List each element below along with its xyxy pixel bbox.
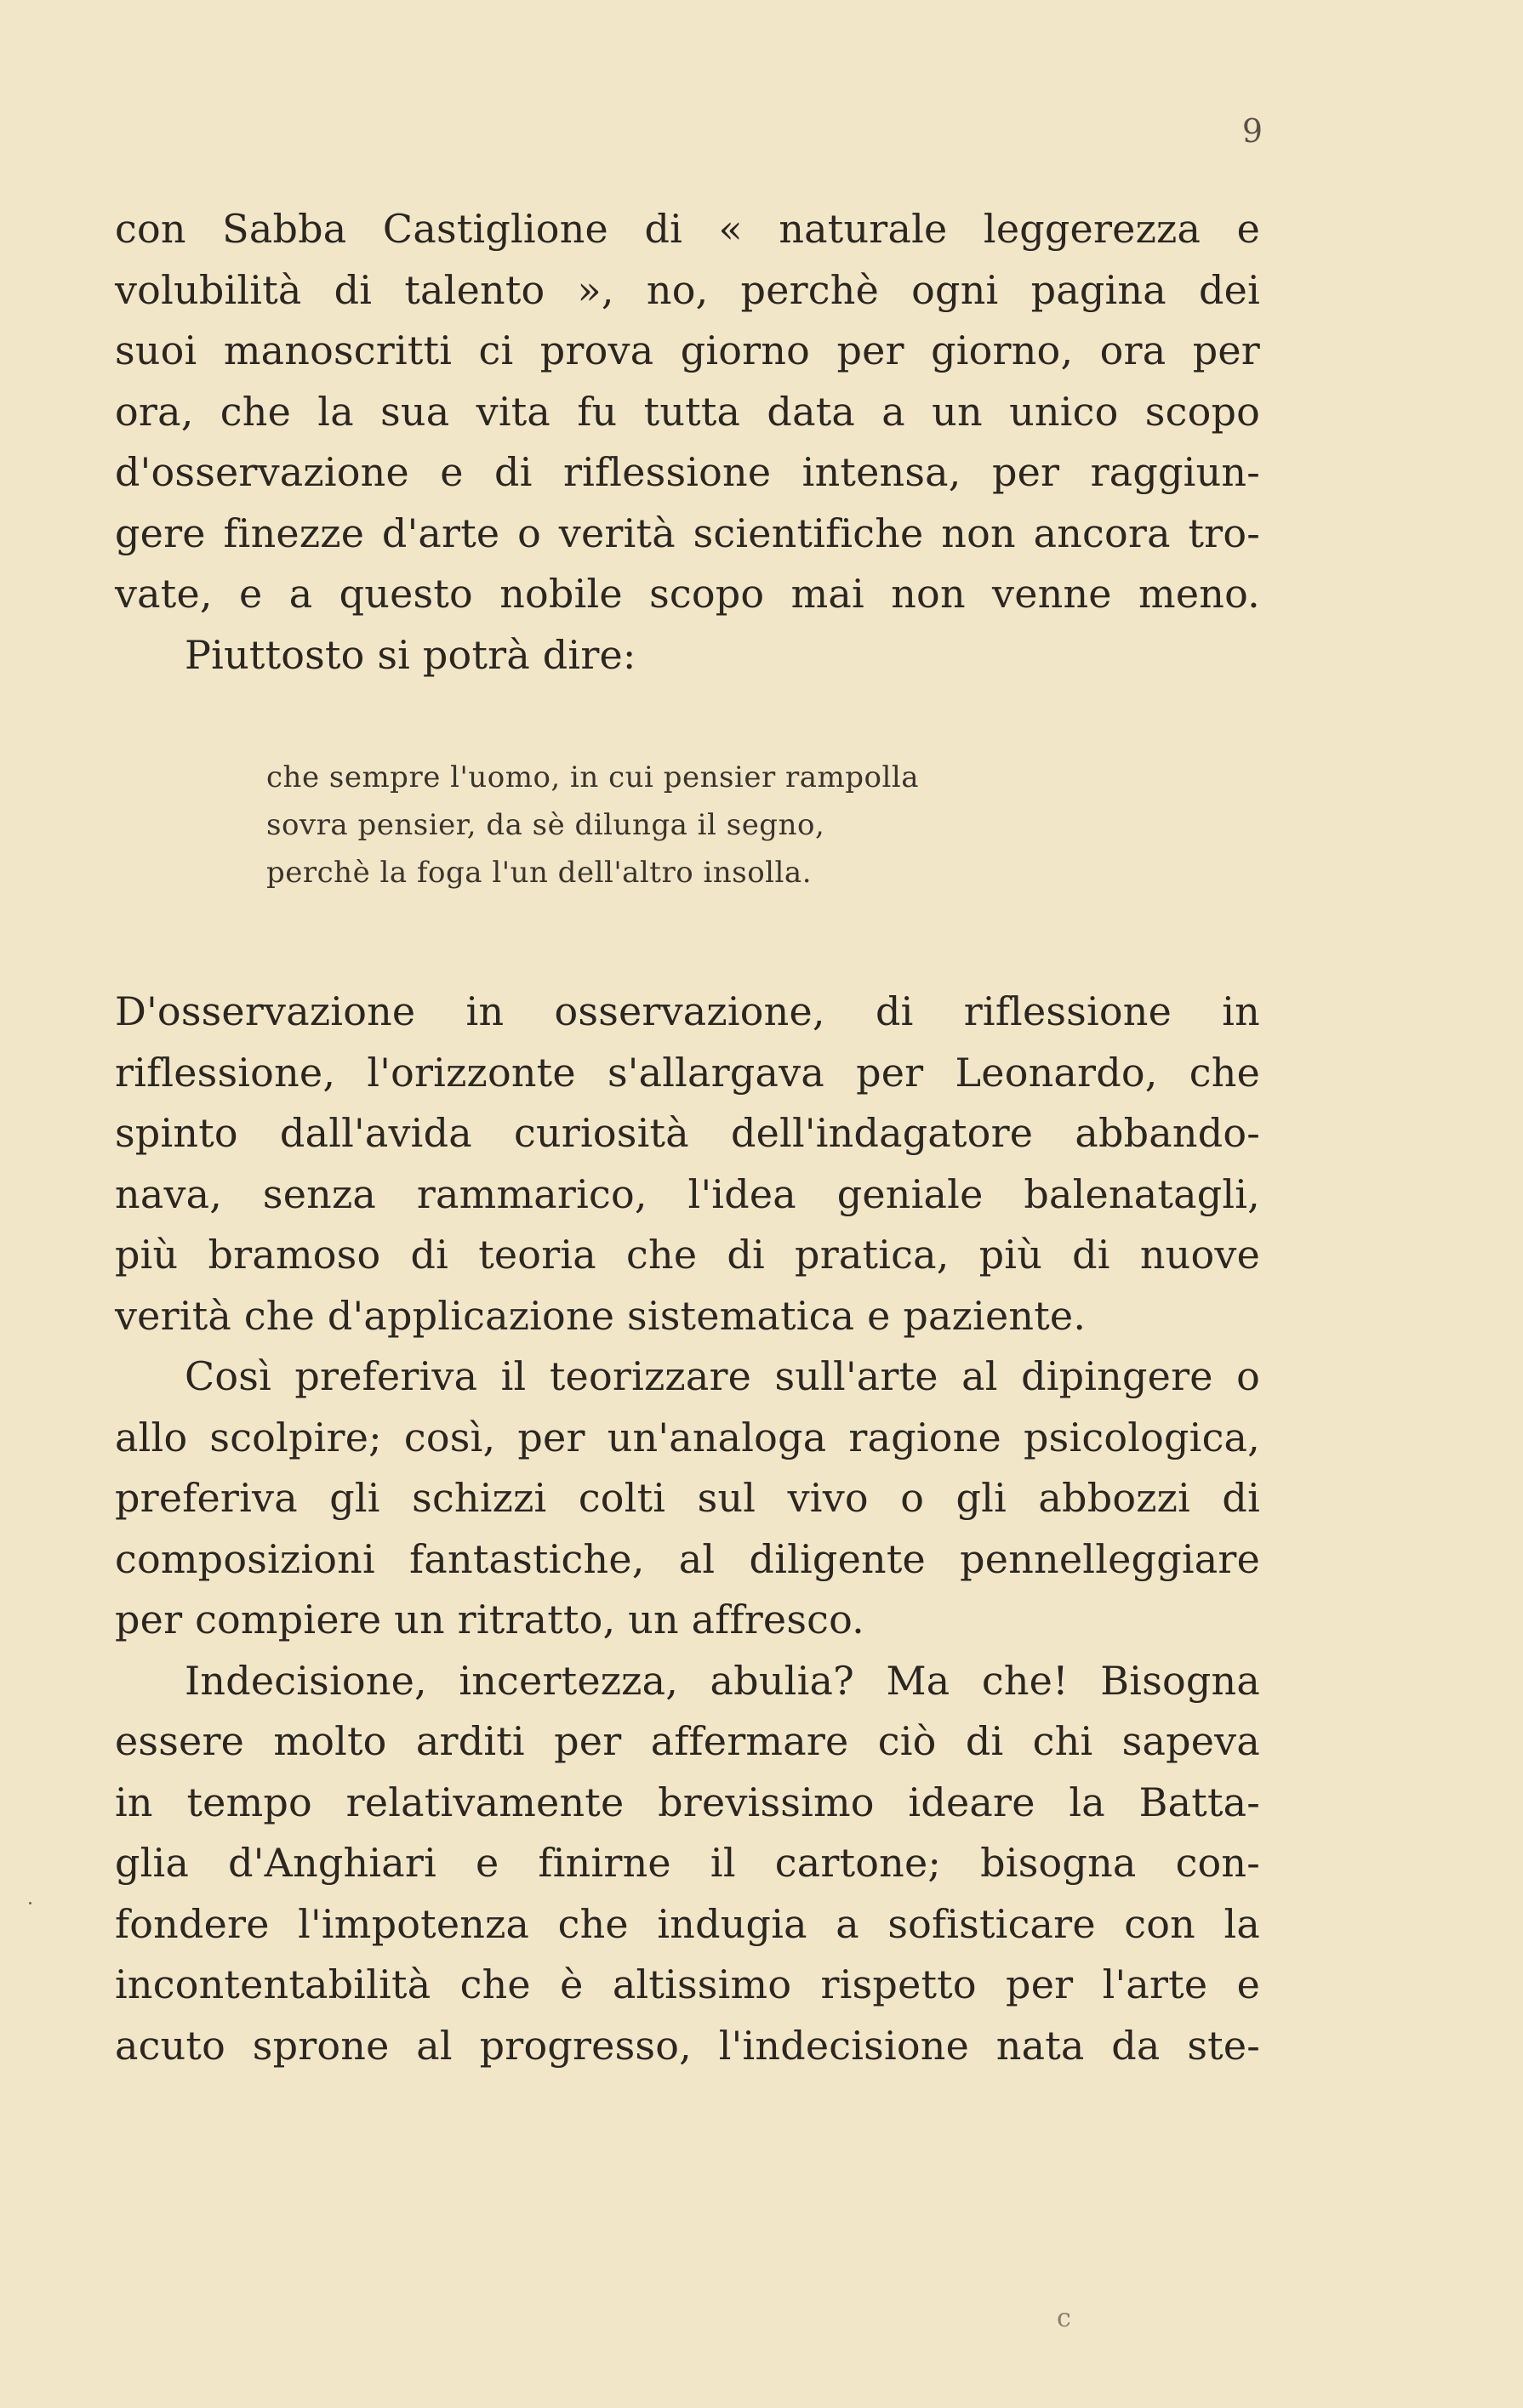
paragraph-2 <box>115 982 1260 2076</box>
page-number: 9 <box>1241 112 1263 150</box>
text-line: nava, senza rammarico, l'idea geniale balenatagli, <box>115 1170 1260 1217</box>
text-line: per compiere un ritratto, un affresco. <box>115 1597 864 1642</box>
ink-speck <box>29 1902 31 1904</box>
paragraph-1 <box>115 199 1260 686</box>
text-line: fondere l'impotenza che indugia a sofisticare con la <box>115 1900 1260 1947</box>
text-line: con Sabba Castiglione di « naturale leggerezza e <box>115 206 1260 252</box>
verse-quotation <box>266 754 1117 897</box>
text-line: verità che d'applicazione sistematica e paziente. <box>115 1292 1087 1339</box>
text-line: suoi manoscritti ci prova giorno per giorno, ora per <box>115 327 1260 373</box>
text-line: incontentabilità che è altissimo rispetto per l'arte e <box>115 1961 1260 2007</box>
text-line: allo scolpire; così, per un'analoga ragione psicologica, <box>115 1414 1260 1460</box>
text-line: più bramoso di teoria che di pratica, più di nuove <box>115 1232 1260 1278</box>
text-line: Indecisione, incertezza, abulia? Ma che! Bisogna <box>185 1657 1260 1704</box>
verse-line: sovra pensier, da sè dilunga il segno, <box>266 808 825 842</box>
text-line: ora, che la sua vita fu tutta data a un unico scopo <box>115 388 1260 435</box>
text-line: gere finezze d'arte o verità scientifiche non ancora tro- <box>115 509 1260 556</box>
text-line: in tempo relativamente brevissimo ideare la Batta- <box>115 1779 1260 1825</box>
text-line: Piuttosto si potrà dire: <box>185 631 636 678</box>
text-line: D'osservazione in osservazione, di riflessione in <box>115 988 1260 1034</box>
text-line: preferiva gli schizzi colti sul vivo o gli abbozzi di <box>115 1475 1260 1521</box>
text-line: volubilità di talento », no, perchè ogni pagina dei <box>115 266 1260 313</box>
text-line: essere molto arditi per affermare ciò di chi sapeva <box>115 1718 1260 1764</box>
verse-line: che sempre l'uomo, in cui pensier rampolla <box>266 760 920 794</box>
text-line: spinto dall'avida curiosità dell'indagatore abbando- <box>115 1110 1260 1156</box>
text-line: riflessione, l'orizzonte s'allargava per Leonardo, che <box>115 1049 1260 1096</box>
text-line: composizioni fantastiche, al diligente pennelleggiare <box>115 1535 1260 1582</box>
text-line: acuto sprone al progresso, l'indecisione nata da ste- <box>115 2022 1260 2069</box>
verse-line: perchè la foga l'un dell'altro insolla. <box>266 856 813 890</box>
pencil-mark: c <box>1057 2303 1071 2333</box>
text-line: glia d'Anghiari e finirne il cartone; bisogna con- <box>115 1840 1260 1886</box>
text-line: Così preferiva il teorizzare sull'arte al dipingere o <box>185 1353 1260 1399</box>
text-line: vate, e a questo nobile scopo mai non venne meno. <box>115 571 1260 617</box>
text-line: d'osservazione e di riflessione intensa, per raggiun- <box>115 449 1260 495</box>
